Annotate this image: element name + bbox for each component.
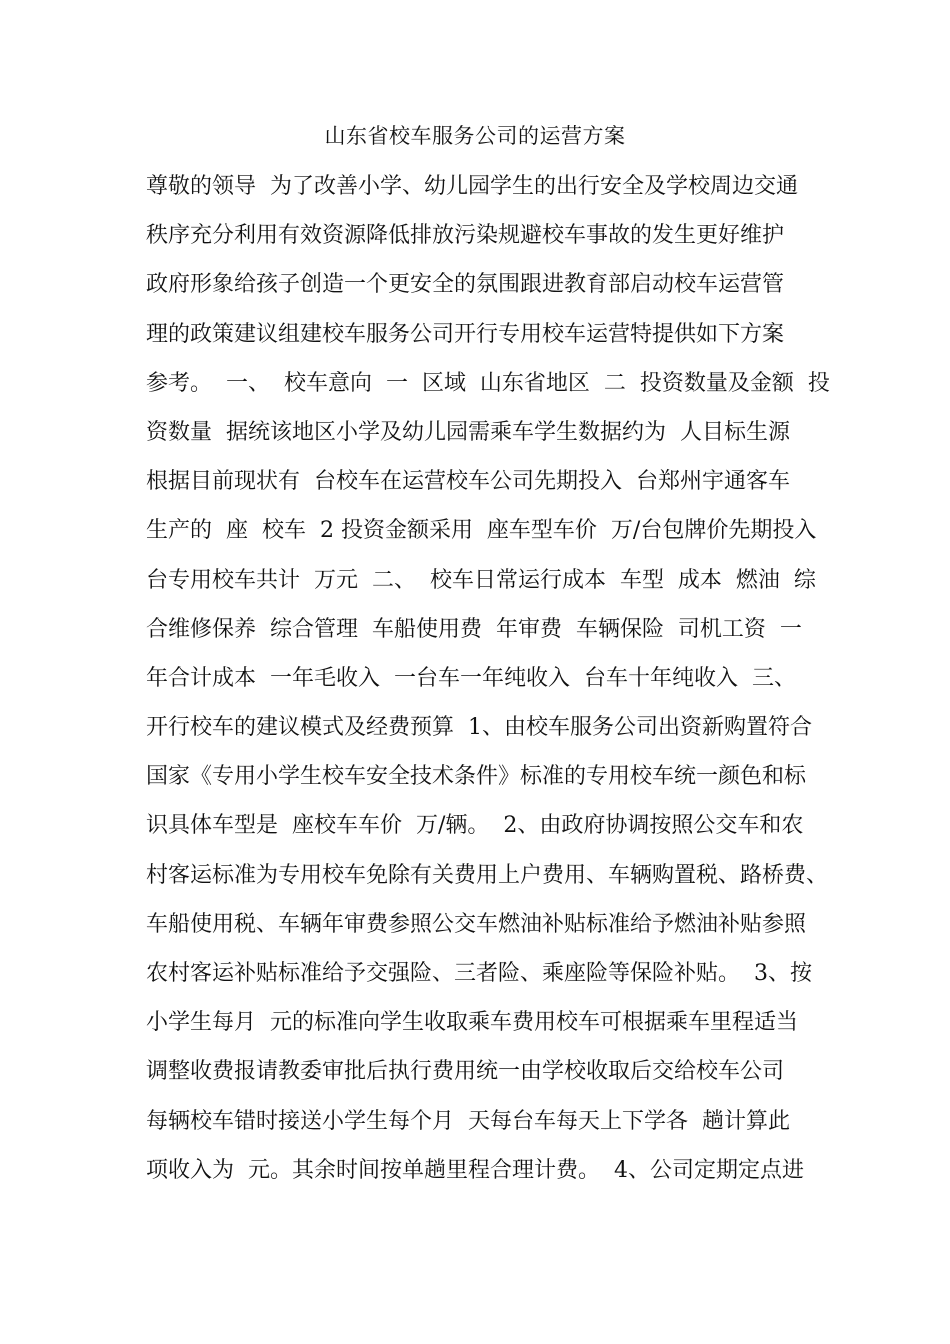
body-line: 生产的 座 校车 2 投资金额采用 座车型车价 万/台包牌价先期投入 [146,518,817,544]
body-line: 小学生每月 元的标准向学生收取乘车费用校车可根据乘车里程适当 [146,1010,798,1036]
body-line: 调整收费报请教委审批后执行费用统一由学校收取后交给校车公司 [146,1059,785,1085]
body-line: 尊敬的领导 为了改善小学、幼儿园学生的出行安全及学校周边交通 [146,174,798,199]
body-line: 开行校车的建议模式及经费预算 1、由校车服务公司出资新购置符合 [146,715,812,741]
body-line: 村客运标准为专用校车免除有关费用上户费用、车辆购置税、路桥费、 [146,862,829,888]
body-line: 农村客运补贴标准给予交强险、三者险、乘座险等保险补贴。 3、按 [146,961,812,986]
body-line: 国家《专用小学生校车安全技术条件》标准的专用校车统一颜色和标 [146,764,807,790]
body-line: 政府形象给孩子创造一个更安全的氛围跟进教育部启动校车运营管 [146,272,785,298]
body-line: 识具体车型是 座校车车价 万/辆。 2、由政府协调按照公交车和农 [146,813,804,839]
body-line: 台专用校车共计 万元 二、 校车日常运行成本 车型 成本 燃油 综 [146,567,816,593]
body-line: 秩序充分利用有效资源降低排放污染规避校车事故的发生更好维护 [146,223,785,249]
document-title: 山东省校车服务公司的运营方案 [324,124,626,148]
body-line: 参考。 一、 校车意向 一 区域 山东省地区 二 投资数量及金额 投 [146,370,830,396]
body-line: 根据目前现状有 台校车在运营校车公司先期投入 台郑州宇通客车 [146,469,790,495]
body-line: 每辆校车错时接送小学生每个月 天每台车每天上下学各 趟计算此 [146,1108,790,1134]
body-line: 资数量 据统该地区小学及幼儿园需乘车学生数据约为 人目标生源 [146,419,790,445]
body-line: 项收入为 元。其余时间按单趟里程合理计费。 4、公司定期定点进 [146,1157,804,1183]
body-line: 合维修保养 综合管理 车船使用费 年审费 车辆保险 司机工资 一 [146,616,802,642]
document-body [146,170,830,1203]
body-line: 理的政策建议组建校车服务公司开行专用校车运营特提供如下方案 [146,321,785,347]
body-line: 车船使用税、车辆年审费参照公交车燃油补贴标准给予燃油补贴参照 [146,911,807,937]
body-line: 年合计成本 一年毛收入 一台车一年纯收入 台车十年纯收入 三、 [146,665,796,691]
